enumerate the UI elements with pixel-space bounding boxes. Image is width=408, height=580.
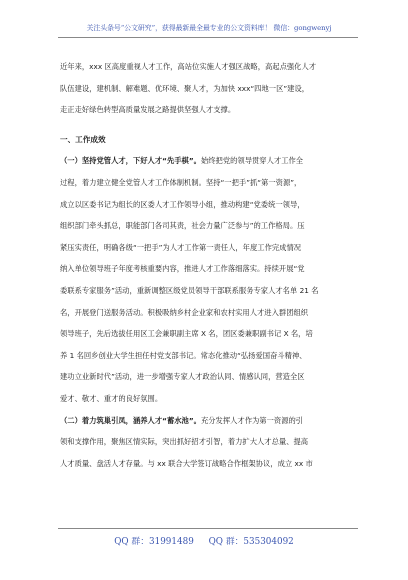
subsection-2-heading: （二）着力筑巢引凤，涵养人才“蓄水池”。 [60,415,201,425]
footer [0,534,408,547]
footer-qq-group-1: QQ 群：31991489 [114,537,194,547]
paragraph-line: 紧压实责任，明确各级“一把手”为人才工作第一责任人，年度工作完成情况 [60,242,302,252]
header-divider [58,37,358,38]
section-heading: 一、工作成效 [60,134,106,144]
intro-line: 近年来，xxx 区高度重视人才工作，高站位实施人才强区战略，高起点强化人才 [60,62,317,71]
paragraph-line: 纳入单位领导班子年度考核重要内容，推进人才工作落细落实。持续开展“党 [60,264,305,274]
subsection-1-first-line [60,150,354,172]
paragraph-line: 过程，着力建立健全党管人才工作体制机制。坚持“一把手”抓“第一资源”， [60,177,302,187]
paragraph-line: 领和支撑作用，聚焦区情实际，突出抓好招才引智，着力扩大人才总量、提高 [60,437,309,447]
paragraph-line: 领导班子，先后选拔任用区工会兼职副主席 X 名，团区委兼职副书记 X 名，培 [60,329,313,339]
paragraph-line: 人才质量、盘活人才存量。与 xx 联合大学签订战略合作框架协议，成立 xx 市 [60,458,313,468]
paragraph-line: 委联系专家服务”活动，重新调整区级党员领导干部联系服务专家人才名单 21 名 [60,285,319,295]
subsection-1-text: 始终把党的领导贯穿人才工作全 [200,156,304,166]
paragraph-line: 建功立业新时代”活动，进一步增强专家人才政治认同、情感认同，营造全区 [60,372,305,382]
header-banner: 关注头条号“公文研究”，获得最新最全最专业的公文资料库！ 微信：gongwenyj [86,24,332,32]
footer-divider [58,528,358,529]
paragraph-line: 爱才、敬才、重才的良好氛围。 [60,393,163,403]
paragraph-line: 组织部门牵头抓总，职能部门各司其责，社会力量广泛参与”的工作格局。压 [60,221,305,231]
subsection-1-heading: （一）坚持党管人才，下好人才“先手棋”。 [60,156,201,166]
paragraph-line: 养 1 名回乡创业大学生担任村党支部书记。常态化推动“弘扬爱国奋斗精神、 [60,350,307,360]
document-body [60,56,354,474]
footer-qq-group-2: QQ 群：535304092 [208,537,294,547]
intro-line: 走正走好绿色转型高质量发展之路提供坚强人才支撑。 [60,105,236,115]
subsection-2-text: 充分发挥人才作为第一资源的引 [200,415,304,425]
paragraph-line: 成立以区委书记为组长的区委人才工作领导小组，推动构建“党委统一领导， [60,199,305,209]
subsection-2-first-line [60,410,354,432]
paragraph-line: 名，开展登门送服务活动。积极吸纳乡村企业家和农村实用人才进入群团组织 [60,307,309,317]
intro-line: 队伍建设，建机制、解难题、优环境、聚人才，为加快 xxx“四地一区”建设， [60,83,310,93]
